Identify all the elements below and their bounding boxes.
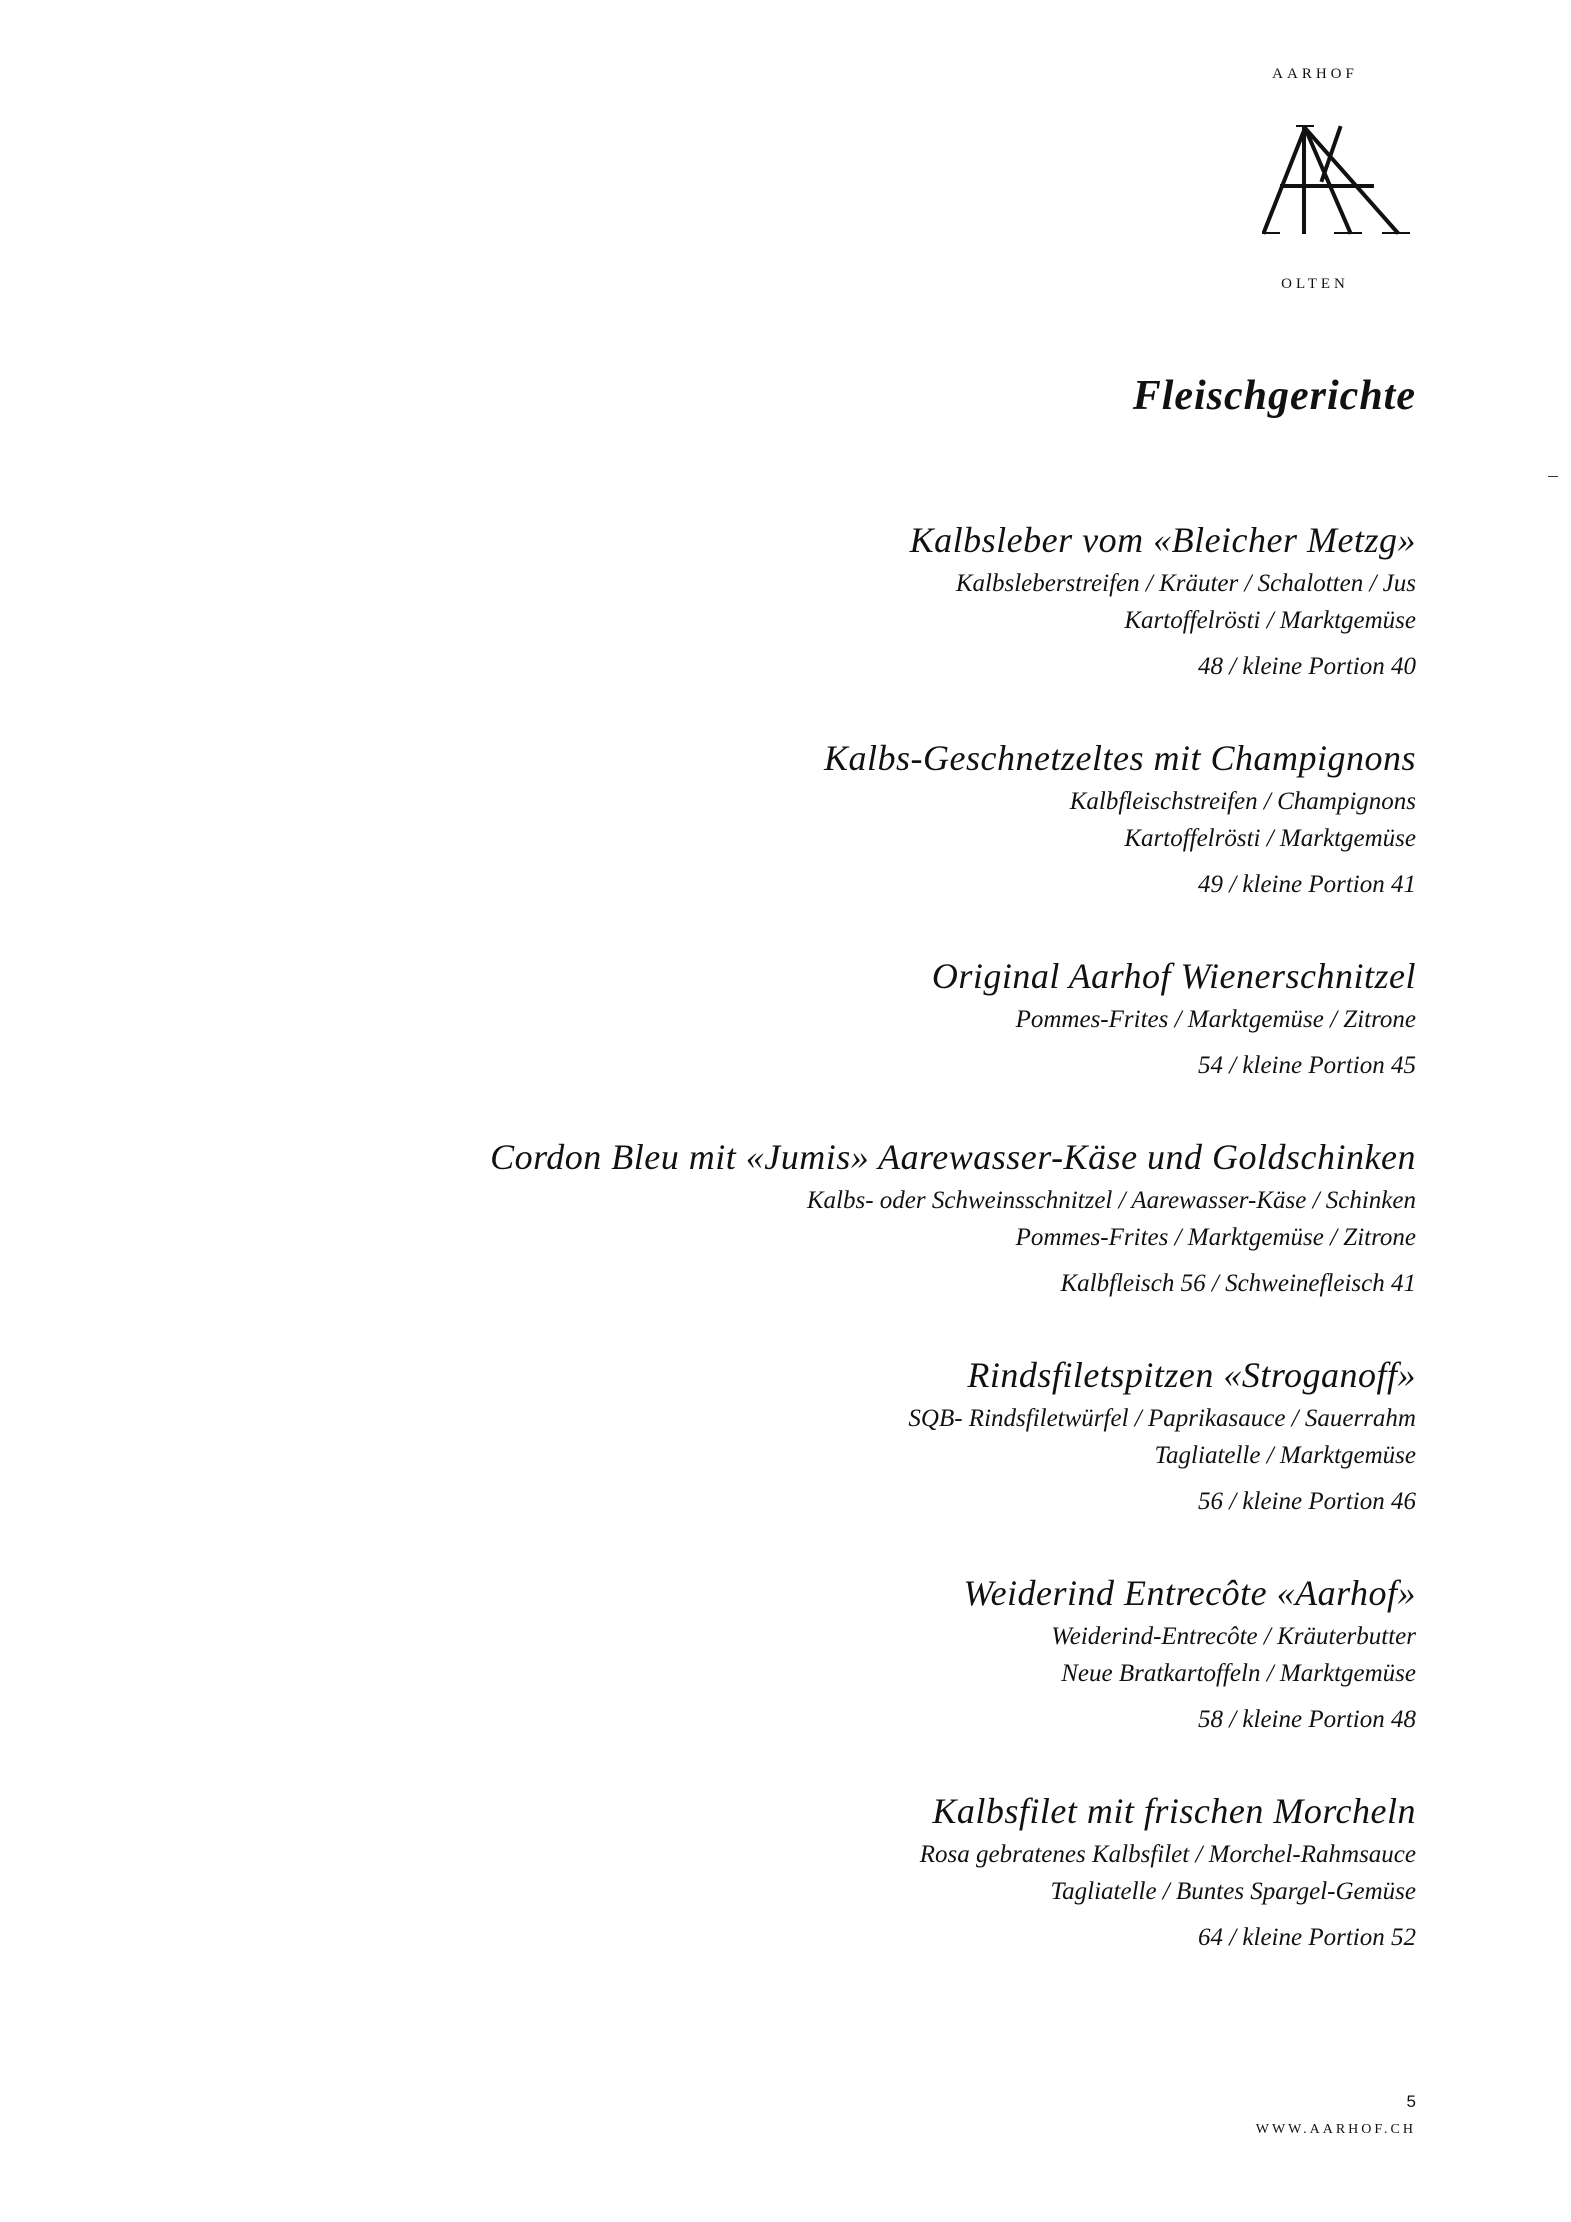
dish-side-dishes: Kartoffelrösti / Marktgemüse bbox=[1124, 825, 1416, 852]
dish-description: Kalbfleischstreifen / Champignons bbox=[1069, 788, 1416, 815]
dish-description: Pommes-Frites / Marktgemüse / Zitrone bbox=[1015, 1006, 1416, 1033]
dish-name: Rindsfiletspitzen «Stroganoff» bbox=[967, 1355, 1416, 1395]
dish-price: 54 / kleine Portion 45 bbox=[1197, 1052, 1416, 1079]
dish-price: 48 / kleine Portion 40 bbox=[1197, 653, 1416, 680]
dish-name: Kalbsfilet mit frischen Morcheln bbox=[932, 1791, 1416, 1831]
dish-price: 58 / kleine Portion 48 bbox=[1197, 1706, 1416, 1733]
dish-name: Kalbsleber vom «Bleicher Metzg» bbox=[909, 520, 1416, 560]
brand-name: AARHOF bbox=[1272, 66, 1358, 82]
dish-side-dishes: Tagliatelle / Marktgemüse bbox=[1154, 1442, 1416, 1469]
page-title: Fleischgerichte bbox=[1132, 373, 1416, 419]
dish-description: Rosa gebratenes Kalbsfilet / Morchel-Rahmsauce bbox=[919, 1841, 1416, 1868]
dish-name: Weiderind Entrecôte «Aarhof» bbox=[963, 1573, 1416, 1613]
menu-item bbox=[116, 733, 1416, 903]
menu-item bbox=[116, 1786, 1416, 1956]
menu-item bbox=[116, 951, 1416, 1084]
menu-item bbox=[116, 1132, 1416, 1302]
menu-list bbox=[116, 515, 1416, 2004]
edge-mark bbox=[1548, 476, 1558, 477]
dish-description: Kalbsleberstreifen / Kräuter / Schalotten / Jus bbox=[955, 570, 1416, 597]
brand-location: OLTEN bbox=[1281, 276, 1349, 292]
dish-price: 64 / kleine Portion 52 bbox=[1197, 1924, 1416, 1951]
dish-name: Original Aarhof Wienerschnitzel bbox=[931, 956, 1416, 996]
dish-side-dishes: Kartoffelrösti / Marktgemüse bbox=[1124, 607, 1416, 634]
dish-name: Cordon Bleu mit «Jumis» Aarewasser-Käse und Goldschinken bbox=[490, 1137, 1416, 1177]
aarhof-monogram-logo bbox=[1262, 120, 1412, 240]
dish-name: Kalbs-Geschnetzeltes mit Champignons bbox=[824, 738, 1416, 778]
dish-price: 49 / kleine Portion 41 bbox=[1197, 871, 1416, 898]
dish-side-dishes: Tagliatelle / Buntes Spargel-Gemüse bbox=[1050, 1878, 1416, 1905]
dish-side-dishes: Pommes-Frites / Marktgemüse / Zitrone bbox=[1015, 1224, 1416, 1251]
dish-price: Kalbfleisch 56 / Schweinefleisch 41 bbox=[1060, 1270, 1416, 1297]
dish-side-dishes: Neue Bratkartoffeln / Marktgemüse bbox=[1061, 1660, 1416, 1687]
dish-description: Kalbs- oder Schweinsschnitzel / Aarewasser-Käse / Schinken bbox=[806, 1187, 1416, 1214]
website-url[interactable]: WWW.AARHOF.CH bbox=[1255, 2122, 1416, 2137]
dish-price: 56 / kleine Portion 46 bbox=[1197, 1488, 1416, 1515]
dish-description: SQB- Rindsfiletwürfel / Paprikasauce / Sauerrahm bbox=[908, 1405, 1416, 1432]
dish-description: Weiderind-Entrecôte / Kräuterbutter bbox=[1051, 1623, 1416, 1650]
menu-item bbox=[116, 1350, 1416, 1520]
menu-item bbox=[116, 515, 1416, 685]
page-number: 5 bbox=[1406, 2092, 1416, 2111]
menu-item bbox=[116, 1568, 1416, 1738]
